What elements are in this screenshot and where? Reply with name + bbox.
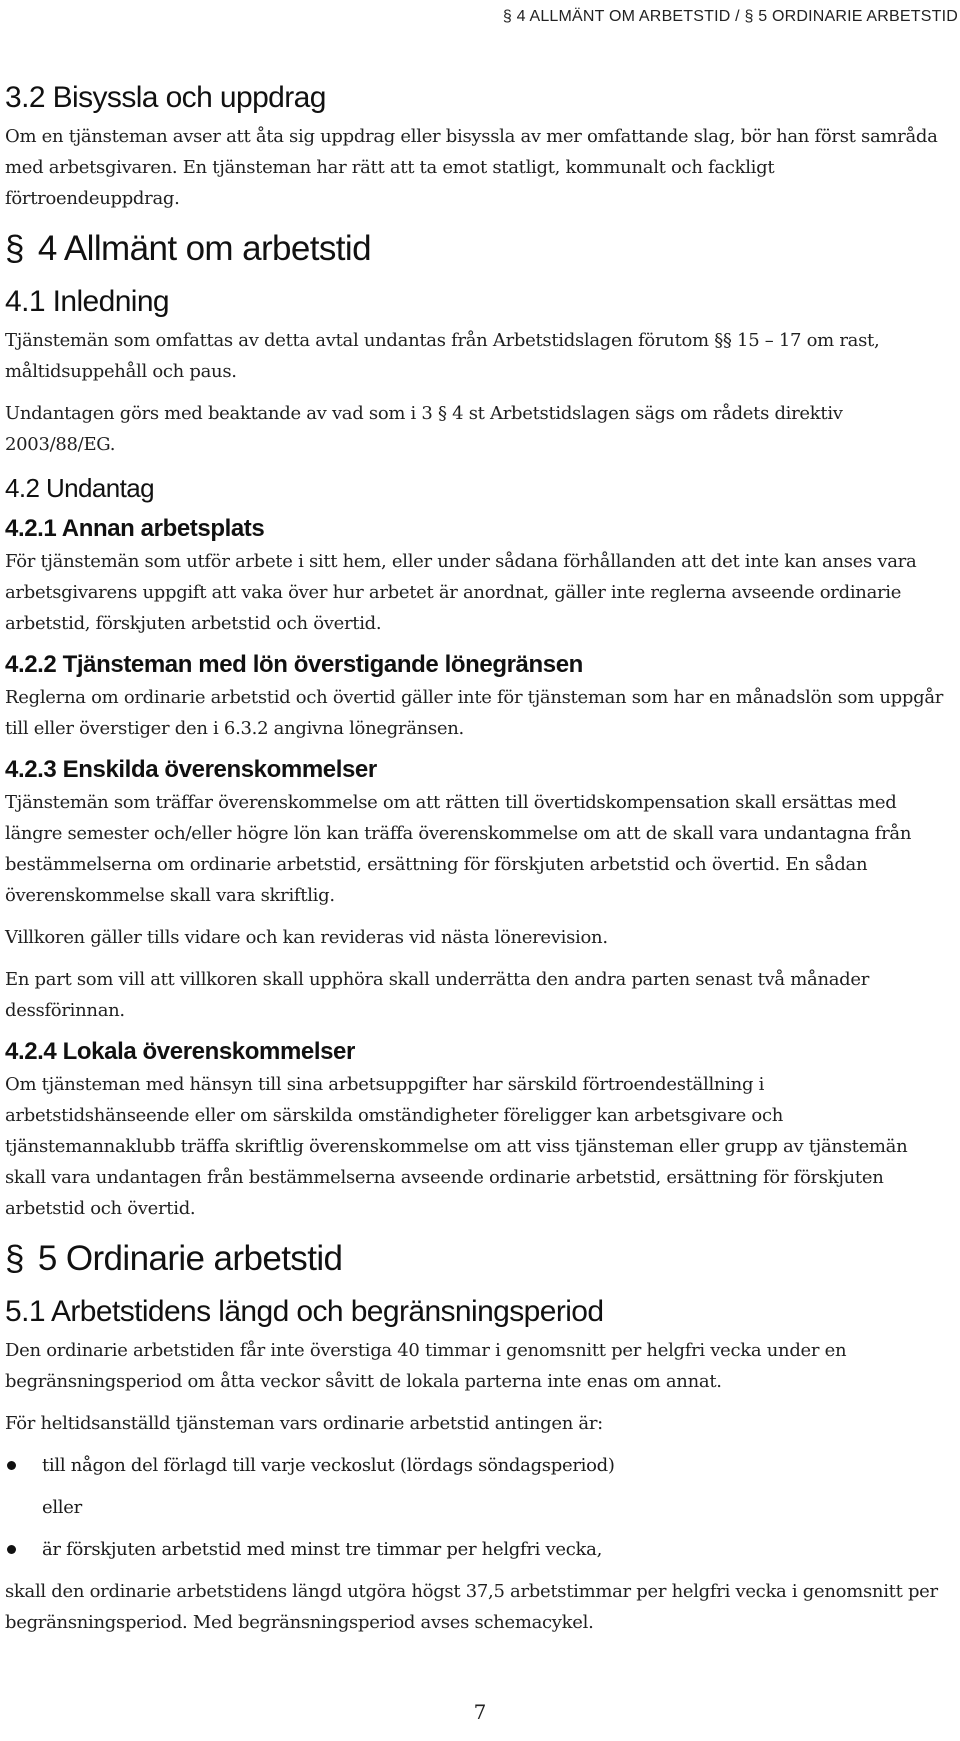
section-5-1-heading: 5.1 Arbetstidens längd och begränsningsperiod [5, 1295, 604, 1328]
condition-list [5, 1534, 950, 1565]
chapter-5-heading [5, 1238, 950, 1280]
bullet-icon [7, 1461, 16, 1470]
section-5-1-paragraph-2: För heltidsanställd tjänsteman vars ordinarie arbetstid antingen är: [5, 1413, 603, 1434]
section-4-2-3-heading: 4.2.3 Enskilda överenskommelser [5, 756, 377, 783]
section-4-2-1-heading: 4.2.1 Annan arbetsplats [5, 515, 265, 542]
chapter-5-title: 5 Ordinarie arbetstid [37, 1239, 343, 1278]
document-body [5, 80, 950, 1649]
section-4-1-paragraph-2: Undantagen görs med beaktande av vad som i 3 § 4 st Arbetstidslagen sägs om rådets direktiv 2003/88/EG. [5, 403, 843, 455]
condition-list [5, 1450, 950, 1481]
bullet-icon [7, 1545, 16, 1554]
section-4-2-2-heading: 4.2.2 Tjänsteman med lön överstigande lönegränsen [5, 651, 583, 678]
paragraph-sign-icon: § [5, 229, 24, 268]
section-4-2-3-paragraph-2: Villkoren gäller tills vidare och kan revideras vid nästa lönerevision. [5, 927, 608, 948]
list-item [5, 1450, 950, 1481]
list-item-text: är förskjuten arbetstid med minst tre timmar per helgfri vecka, [42, 1539, 603, 1560]
section-4-2-3-paragraph-1: Tjänstemän som träffar överenskommelse om att rätten till övertidskompensation skall ersättas med längre semester och/eller högre lön kan träffa överenskommelse om att de skall vara undantagna från bestämmelserna om ordinarie arbetstid, ersättning för förskjuten arbetstid och övertid. En sådan överenskommelse skall vara skriftlig. [5, 792, 912, 906]
chapter-4-title: 4 Allmänt om arbetstid [37, 229, 371, 268]
list-item [5, 1534, 950, 1565]
running-header: § 4 ALLMÄNT OM ARBETSTID / § 5 ORDINARIE ARBETSTID [502, 8, 958, 25]
section-5-1-paragraph-3: skall den ordinarie arbetstidens längd utgöra högst 37,5 arbetstimmar per helgfri vecka i genomsnitt per begränsningsperiod. Med begränsningsperiod avses schemacykel. [5, 1581, 938, 1633]
paragraph-sign-icon: § [5, 1239, 24, 1278]
page-number: 7 [473, 1700, 487, 1724]
list-item-text: till någon del förlagd till varje veckoslut (lördags söndagsperiod) [42, 1455, 615, 1476]
section-4-1-paragraph-1: Tjänstemän som omfattas av detta avtal undantas från Arbetstidslagen förutom §§ 15 – 17 om rast, måltidsuppehåll och paus. [5, 330, 880, 382]
section-4-2-1-paragraph: För tjänstemän som utför arbete i sitt hem, eller under sådana förhållanden att det inte kan anses vara arbetsgivarens uppgift att vaka över hur arbetet är anordnat, gäller inte reglerna avseende ordinarie arbetstid, förskjuten arbetstid och övertid. [5, 551, 917, 634]
section-3-2-heading: 3.2 Bisyssla och uppdrag [5, 81, 326, 114]
section-4-2-4-heading: 4.2.4 Lokala överenskommelser [5, 1038, 355, 1065]
section-5-1-paragraph-1: Den ordinarie arbetstiden får inte överstiga 40 timmar i genomsnitt per helgfri vecka under en begränsningsperiod om åtta veckor såvitt de lokala parterna inte enas om annat. [5, 1340, 847, 1392]
section-4-2-heading: 4.2 Undantag [5, 473, 154, 503]
section-3-2-paragraph: Om en tjänsteman avser att åta sig uppdrag eller bisyssla av mer omfattande slag, bör han först samråda med arbetsgivaren. En tjänsteman har rätt att ta emot statligt, kommunalt och fackligt förtroendeuppdrag. [5, 126, 938, 209]
section-4-2-4-paragraph: Om tjänsteman med hänsyn till sina arbetsuppgifter har särskild förtroendeställning i arbetstidshänseende eller om särskilda omständigheter föreligger kan arbetsgivare och tjänstemannaklubb träffa skriftlig överenskommelse om att viss tjänsteman eller grupp av tjänstemän skall vara undantagen från bestämmelserna avseende ordinarie arbetstid, ersättning för förskjuten arbetstid och övertid. [5, 1074, 908, 1219]
section-4-2-3-paragraph-3: En part som vill att villkoren skall upphöra skall underrätta den andra parten senast två månader dessförinnan. [5, 969, 870, 1021]
chapter-4-heading [5, 228, 950, 270]
section-4-1-heading: 4.1 Inledning [5, 285, 170, 318]
section-4-2-2-paragraph: Reglerna om ordinarie arbetstid och övertid gäller inte för tjänsteman som har en månadslön som uppgår till eller överstiger den i 6.3.2 angivna lönegränsen. [5, 687, 944, 739]
or-connector: eller [42, 1497, 82, 1518]
